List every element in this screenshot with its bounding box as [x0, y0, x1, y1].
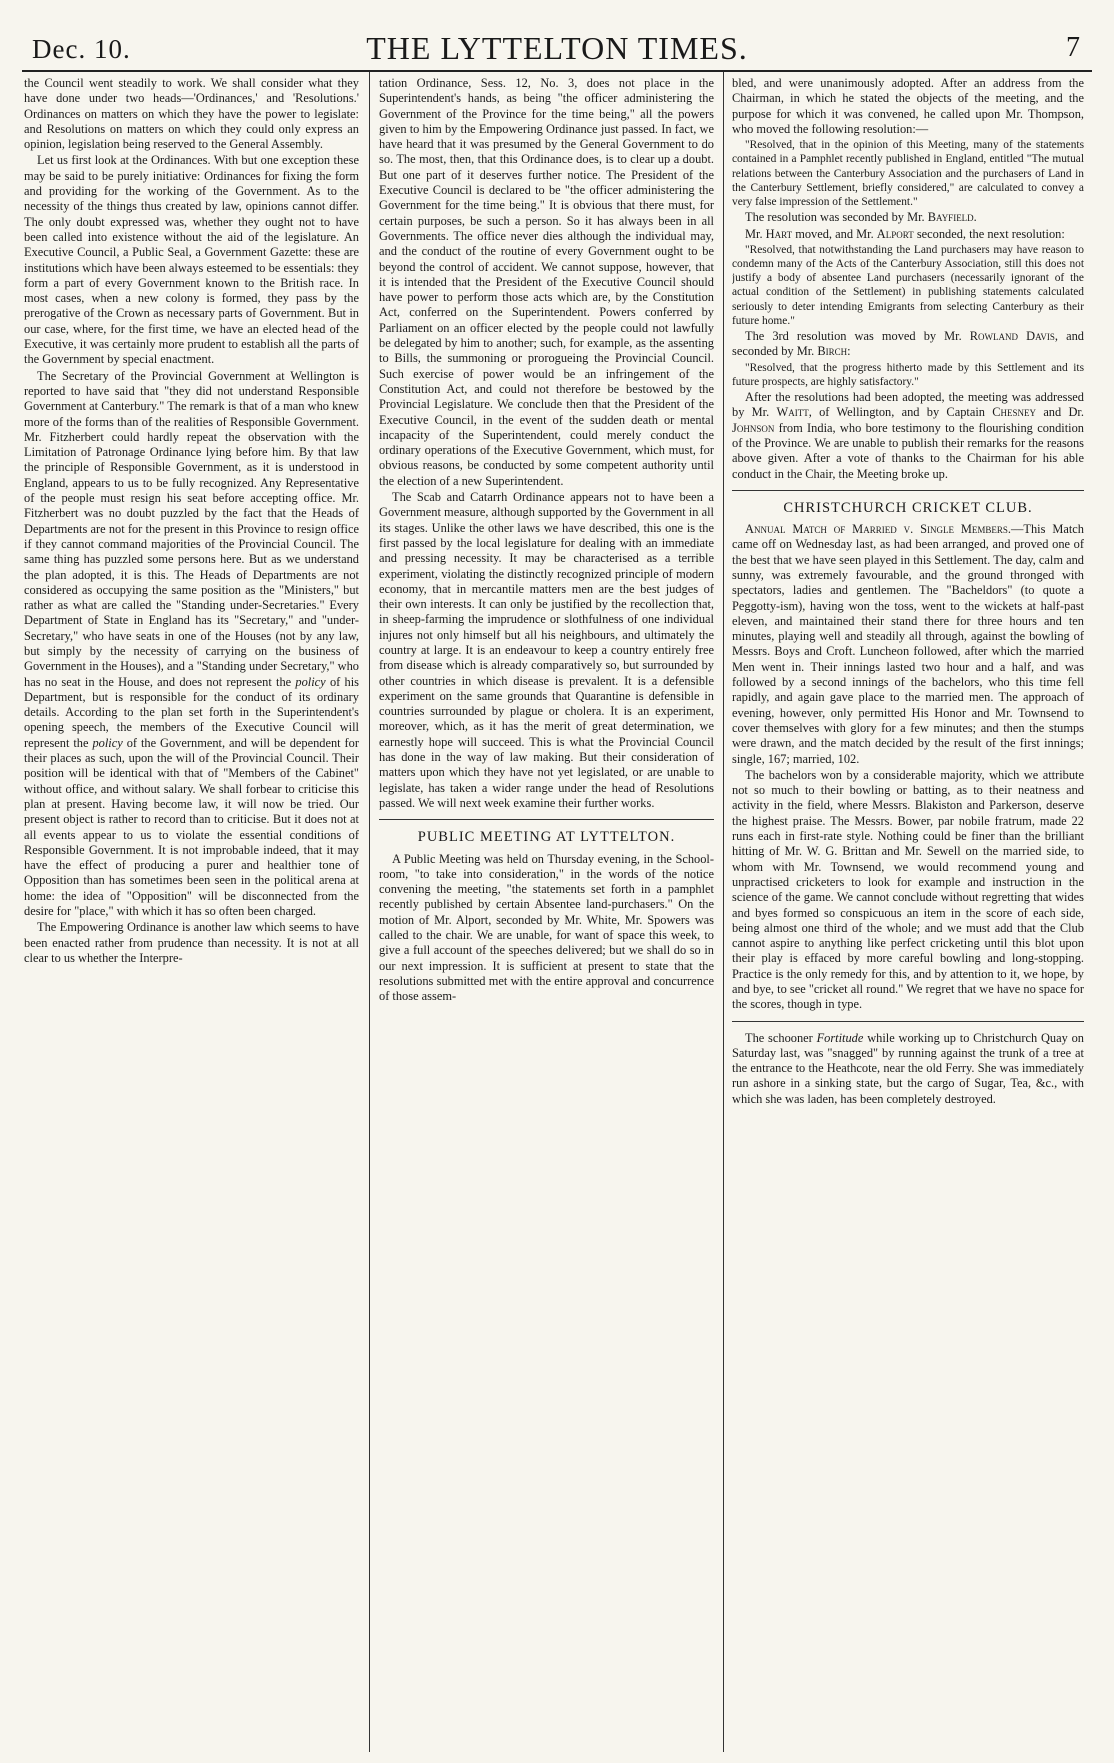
paragraph: Let us first look at the Ordinances. With but one exception these may be said to be purely initiative: Ordinances for fixing the form and providing for the working of the Government. As to the necessity of the things thus created by law, opinions cannot differ. The only doubt expressed was, whether they ought not to have been called into existence without the aid of the legislature. An Executive Council, a Public Seal, a Government Gazette: these are institutions which have been always esteemed to be essentials: they form a part of every Government known to the British race. In most cases, when a new colony is formed, they pass by the prerogative of the Crown as necessary parts of Government. But in our case, where, for the first time, we have an elected head of the Executive, it was certainly more prudent to establish all the parts of the Government by special enactment.	[24, 153, 359, 367]
resolution-quote: "Resolved, that in the opinion of this Meeting, many of the statements contained in a Pamphlet recently published in England, entitled "The mutual relations between the Canterbury Association and the purchasers of Land in the Canterbury Settlement, briefly considered," are calculated to convey a very false impression of the Settlement."	[732, 139, 1084, 208]
issue-date: Dec. 10.	[32, 34, 131, 64]
paragraph	[732, 390, 1084, 482]
emphasis-text: policy	[92, 735, 123, 750]
paragraph-text: —This Match came off on Wednesday last, as had been arranged, and proved one of the best that we have seen played in this Settlement. The day, calm and sunny, was extremely favourable, and the ground thronged with spectators, ladies and gentlemen. The "Bacheldors" (to quote a Peggotty-ism), having won the toss, went to the wickets at half-past eleven, and maintained their stand there for three hours and ten minutes, playing well and steadily all through, against the bowling of Messrs. Boys and Croft. Luncheon followed, after which the married Men went in. Their innings lasted two hour and a half, and was followed by a second innings of the bachelors, who this time fell rapidly, and again gave place to the married men. The approach of evening, however, only permitted His Honor and Mr. Townsend to cover themselves with glory for a few minutes; and then the stumps were drawn, and the match decided by the result of the first innings; single, 167; married, 102.	[732, 522, 1084, 766]
paragraph-text: seconded, the next resolution:	[916, 226, 1065, 241]
paragraph	[732, 1031, 1084, 1107]
paragraph-text: of his Department, but is responsible for the conduct of its ordinary details. According to the plan set forth in the Superintendent's opening speech, the members of the Executive Council will represent the	[24, 674, 359, 750]
paragraph-text: The Secretary of the Provincial Government at Wellington is reported to have said that "they did not understand Responsible Government at Canterbury." The remark is that of a man who knew more of the forms than of the realities of Responsible Government. Mr. Fitzherbert could hardly repeat the observation with the Limitation of Patronage Ordinance lying before him. By that law the principle of Responsible Government, as it is understood in England, appears to us to be fully recognized. Any Representative of the people must resign his seat before accepting office. Mr. Fitzherbert was no doubt puzzled by the fact that the Heads of Departments are not for the present in this Province to resign office if they cannot command majorities of the Provincial Council. The same thing has puzzled some persons here. But as we understand the plan adopted, it is this. The Heads of Departments are not considered as occupying the same position as the "Ministers," but rather as what are called the "Standing under-Secretaries." Every Department of State in England has its "Secretary," and "under-Secretary," who have seats in one of the Houses (not by any law, but simply by the necessity of carrying on the business of Government in the Houses), and a "Standing under Secretary," who has no seat in the House, and does not represent the	[24, 368, 359, 689]
paragraph: The bachelors won by a considerable majority, which we attribute not so much to their bowling or batting, as to their neatness and activity in the field, where Messrs. Blakiston and Parkerson, deserve the highest praise. The Messrs. Bower, par nobile fratrum, made 22 runs each in first-rate style. Nothing could be finer than the brilliant hitting of Mr. W. G. Brittan and Mr. Sewell on the married side, to whom with Mr. Townsend, we would recommend young and unpractised cricketers to look for example and instruction in the science of the game. We cannot conclude without regretting that wides and byes formed so conspicuous an item in the score of each side, being almost one third of the whole; and we must add that the Club cannot aspire to anything like perfect cricketing until this blot upon their play is effaced by more careful bowling and long-stopping. Practice is the only remedy for this, and by attention to it, we hope, by and bye, to see "cricket all round." We regret that we have no space for the scores, though in type.	[732, 767, 1084, 1012]
paragraph	[24, 369, 359, 920]
paragraph: bled, and were unanimously adopted. After an address from the Chairman, in which he stated the objects of the meeting, and the purpose for which it was convened, he called upon Mr. Thompson, who moved the following resolution:—	[732, 76, 1084, 136]
paragraph-text: of Wellington, and by Captain	[819, 405, 985, 420]
section-heading: PUBLIC MEETING AT LYTTELTON.	[417, 829, 676, 846]
paragraph-text: moved, and Mr.	[795, 226, 874, 241]
header-rule	[22, 70, 1092, 72]
paragraph	[732, 227, 1084, 242]
page-number: 7	[1066, 32, 1080, 63]
paragraph-text: of the Government, and will be dependent for their places as such, upon the will of the Provincial Council. Their position will be identical with that of "Members of the Cabinet" without office, and without salary. We shall forbear to criticise this plan at present. Having become law, it will now be tried. Our present object is rather to record than to criticise. But it does not at all events appear to us to violate the essential conditions of Responsible Government. It is not improbable indeed, that it may have the effect of producing a purer and healthier tone of Opposition than has sometimes been seen in the political arena at home: the idea of "Opposition" will be disconnected from the desire for "place," with which it has so often been charged.	[24, 735, 359, 919]
section-rule	[732, 490, 1084, 491]
column-rule	[723, 72, 724, 1752]
emphasis-text: policy	[295, 674, 326, 689]
column-3	[732, 76, 1084, 1746]
paragraph	[732, 210, 1084, 225]
paragraph-text: The schooner	[745, 1030, 813, 1045]
paragraph-text: and seconded by Mr.	[732, 329, 1084, 359]
paragraph: A Public Meeting was held on Thursday evening, in the School-room, "to take into consideration," in the words of the notice convening the meeting, "the statements set forth in a pamphlet recently published by certain Absentee land-purchasers." On the motion of Mr. Alport, seconded by Mr. White, Mr. Spowers was called to the chair. We are unable, for want of space this week, to give a full account of the speeches delivered; but we shall do so in our next impression. It is sufficient at present to state that the resolutions submitted met with the entire approval and concurrence of those assem-	[379, 851, 714, 1004]
ship-name: Fortitude	[816, 1030, 864, 1045]
person-name: Alport	[876, 226, 914, 241]
resolution-quote: "Resolved, that notwithstanding the Land purchasers may have reason to condemn many of the Acts of the Canterbury Association, still this does not justify a body of absentee Land purchasers (necessarily ignorant of the actual condition of the Settlement) in publishing statements calculated seriously to deter intending Emigrants from selecting Canterbury as their future home."	[732, 243, 1084, 327]
paragraph-text: The 3rd resolution was moved by Mr.	[745, 329, 962, 344]
page-header	[22, 30, 1092, 68]
person-name: Johnson	[732, 420, 775, 435]
section-heading: CHRISTCHURCH CRICKET CLUB.	[783, 499, 1033, 516]
newspaper-title: THE LYTTELTON TIMES.	[366, 30, 748, 66]
paragraph-text: from India, who bore testimony to the flourishing condition of the Province. We are unable to publish their remarks for the reasons above given. After a vote of thanks to the Chairman for his able conduct in the Chair, the Meeting broke up.	[732, 420, 1084, 481]
person-name: Chesney	[992, 405, 1037, 420]
paragraph-text: while working up to Christchurch Quay on Saturday last, was "snagged" by running against the trunk of a tree at the entrance to the Heathcote, near the old Ferry. She was immediately run ashore in a sinking state, but the cargo of Sugar, Tea, &c., with which she was laden, has been completely destroyed.	[732, 1030, 1084, 1106]
person-name: Birch:	[817, 344, 851, 359]
person-name: Bayfield.	[927, 210, 977, 225]
column-2	[379, 76, 714, 1746]
person-name: Hart	[765, 226, 793, 241]
paragraph	[732, 329, 1084, 360]
section-rule	[732, 1021, 1084, 1022]
paragraph: the Council went steadily to work. We shall consider what they have done under two heads—'Ordinances,' and 'Resolutions.' Ordinances on matters on which they have the power to legislate: and Resolutions on matters on which they could only express an opinion, legislation being reserved to the General Assembly.	[24, 76, 359, 152]
paragraph-text: The resolution was seconded by Mr.	[745, 210, 925, 225]
section-rule	[379, 819, 714, 820]
column-rule	[369, 72, 370, 1752]
paragraph: The Empowering Ordinance is another law which seems to have been enacted rather from prudence than necessity. It is not at all clear to us whether the Interpre-	[24, 920, 359, 965]
lead-in: Annual Match of Married v. Single Members.	[745, 522, 1012, 537]
paragraph-text: Mr.	[745, 226, 763, 241]
paragraph: tation Ordinance, Sess. 12, No. 3, does not place in the Superintendent's hands, as being "the officer administering the Government of the Province for the time being," all the powers given to him by the Empowering Ordinance just passed. In fact, we have heard that it was presumed by the General Government to do so. The most, then, that this Ordinance does, is to clear up a doubt. But one part of it deserves further notice. The President of the Executive Council is declared to be "the officer administering the Government for the time being." It is obvious that there must, for certain purposes, be such a person. So it has always been in all Governments. The office never dies although the individual may, and the conduct of the routine of every Government ought to be beyond the control of accident. We cannot suppose, however, that it is intended that the President of the Executive Council should have power to perform those acts which are, by the Constitution Act, conferred on the Superintendent. Powers conferred by Parliament on an officer elected by the people could not lawfully be delegated by him to another; such, for example, as the assenting to Bills, the summoning or prorogueing the Provincial Council. Such exercise of power would be an infringement of the Constitution Act, and could not therefore be bestowed by the Provincial Legislature. We conclude then that the President of the Executive Council, in the event of the sudden death or mental incapacity of the Superintendent, could merely conduct the ordinary operations of the Executive Government, which must, for obvious reasons, be conducted by some competent authority until the election of a new Superintendent.	[379, 76, 714, 488]
paragraph-text: After the resolutions had been adopted, the meeting was addressed by Mr.	[732, 390, 1084, 420]
paragraph	[732, 522, 1084, 767]
paragraph-text: and Dr.	[1043, 405, 1084, 420]
paragraph: The Scab and Catarrh Ordinance appears not to have been a Government measure, although supported by the Government in all its stages. Unlike the other laws we have described, this one is the first passed by the local legislature for dealing with an immediate and pressing necessity. It may be characterised as a terrible experiment, violating the distinctly recognized principle of modern economy, that in mercantile matters men are the best judges of their own interests. It can only be justified by the recollection that, in sheep-farming the imprudence or slothfulness of one individual injures not only himself but all his neighbours, and ultimately the country at large. It is an endeavour to keep a country entirely free from disease which is already comparatively so, but surrounded by other countries in which disease is prevalent. It is a defensible experiment on the same grounds that Quarantine is defensible in countries surrounded by plague or cholera. It is an experiment, moreover, which, as it has the merit of great determination, we earnestly hope will succeed. This is what the Provincial Council has done in the way of law making. But their consideration of matters upon which they have not yet legislated, or are unable to legislate, has taken a wider range under the head of Resolutions passed. We will next week examine their further works.	[379, 490, 714, 810]
column-1	[24, 76, 359, 1746]
resolution-quote: "Resolved, that the progress hitherto made by this Settlement and its future prospects, are highly satisfactory."	[732, 361, 1084, 388]
person-name: Rowland Davis,	[969, 329, 1059, 344]
person-name: Waitt,	[776, 405, 812, 420]
